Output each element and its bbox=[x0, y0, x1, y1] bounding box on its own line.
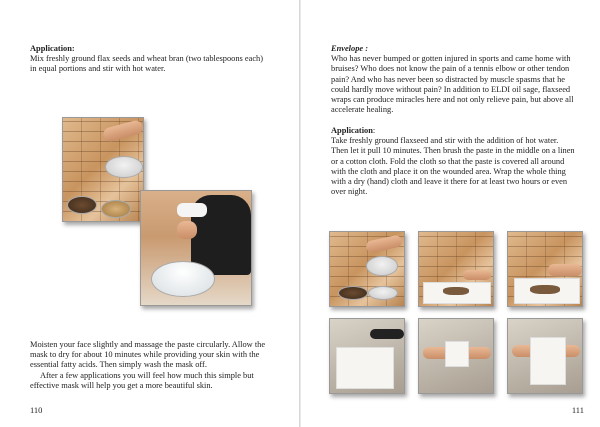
left-page-number: 110 bbox=[30, 405, 43, 415]
right-envelope-heading: Envelope : bbox=[331, 44, 368, 53]
photo-bowl bbox=[105, 156, 143, 178]
photo-mixing-seeds bbox=[62, 117, 144, 222]
step-photo-4 bbox=[329, 318, 405, 394]
right-application-heading-suffix: : bbox=[372, 126, 376, 135]
step-photo-4-arm bbox=[370, 329, 404, 339]
step-photo-2 bbox=[418, 231, 494, 307]
step-photo-6-wrap bbox=[530, 337, 566, 385]
photo-seed-bowl bbox=[67, 196, 97, 214]
right-page bbox=[301, 0, 600, 427]
left-application-text: Mix freshly ground flax seeds and wheat bran (two tablespoons each) in equal portions and stir with hot water. bbox=[30, 54, 264, 74]
step-photo-5 bbox=[418, 318, 494, 394]
step-photo-5-wrap bbox=[445, 341, 469, 367]
photo-hand bbox=[102, 119, 144, 143]
photo-water-bowl bbox=[151, 261, 215, 297]
left-application-heading: Application: bbox=[30, 44, 75, 53]
photo-coif bbox=[177, 203, 207, 217]
step-photo-3-hand bbox=[548, 264, 582, 276]
step-photo-3 bbox=[507, 231, 583, 307]
left-mask-paragraph-2: After a few applications you will feel how much this simple but effective mask will help you get a more beautiful skin. bbox=[30, 370, 254, 390]
step-photo-1-water bbox=[368, 286, 398, 300]
right-envelope-text: Who has never bumped or gotten injured in sports and came home with bruises? Who does not know the pain of a tennis elbow or other tendon pain? And who has never been so distracted by muscle spasms that he could hardly move without pain? In addition to ELDI oil sage, flaxseed wraps can produce miracles here and not only relieve pain, but above all accelerate healing. bbox=[331, 54, 574, 115]
right-envelope-block bbox=[331, 44, 575, 115]
right-application-text: Take freshly ground flaxseed and stir with the addition of hot water. Then let it pull 10 minutes. Then brush the paste in the middle on a linen or a cotton cloth. Fold the cloth so that the paste is covered all around with the cloth and place it on the wounded area. Wrap the whole thing with a dry (hand) cloth and leave it there for at least two hours or even over night. bbox=[331, 136, 575, 197]
step-photo-1-hand bbox=[365, 234, 403, 253]
photo-bran-bowl bbox=[101, 200, 131, 218]
step-photo-1-bowl bbox=[366, 256, 398, 276]
photo-face-hands bbox=[177, 221, 197, 239]
left-mask-paragraph-1: Moisten your face slightly and massage the paste circularly. Allow the mask to dry for about 10 minutes while providing your skin with the essential fatty acids. Then simply wash the mask off. bbox=[30, 340, 266, 370]
right-application-heading: Application bbox=[331, 126, 373, 135]
step-photo-2-paste bbox=[443, 287, 469, 295]
step-photo-3-paste bbox=[530, 285, 560, 294]
step-photo-4-cloth bbox=[336, 347, 394, 389]
step-photo-1 bbox=[329, 231, 405, 307]
left-application-block bbox=[30, 44, 270, 75]
photo-face-washing bbox=[140, 190, 252, 306]
step-photo-2-hand bbox=[463, 270, 491, 280]
step-photo-6 bbox=[507, 318, 583, 394]
step-photo-1-seeds bbox=[338, 286, 368, 300]
right-page-number: 111 bbox=[571, 405, 584, 415]
right-application-block bbox=[331, 126, 575, 197]
left-mask-block bbox=[30, 340, 272, 391]
